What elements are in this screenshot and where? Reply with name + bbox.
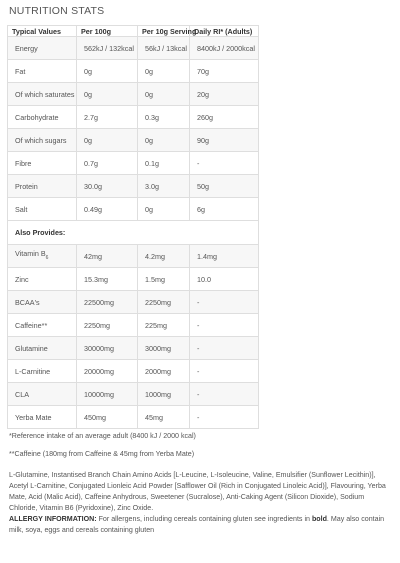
value-per-10g: 0g <box>138 129 190 152</box>
row-label: Of which sugars <box>8 129 77 152</box>
value-per-10g: 4.2mg <box>138 245 190 268</box>
nutrition-table-body <box>8 26 259 429</box>
row-label: Yerba Mate <box>8 406 77 429</box>
table-row <box>8 106 259 129</box>
page-title: NUTRITION STATS <box>9 5 105 17</box>
value-per-10g: 0g <box>138 83 190 106</box>
value-daily-ri: - <box>190 383 259 406</box>
ingredients-list: L-Glutamine, Instantised Branch Chain Amino Acids [L-Leucine, L-Isoleucine, Valine, Emulsifier (Sunflower Lecithin)], Acetyl L-Carnitine, Conjugated Lionleic Acid Powder [Safflower Oil (Rich in Conjugated Linoleic Acid)], Flavouring, Yerba Mate, Acid (Malic Acid), Caffeine Anhydrous, Sweetener (Sucralose), Anti-Caking Agent (Silicon Dioxide), Sodium Chloride, Vitamin B6 (Pyridoxine), Zinc Oxide. <box>9 471 386 512</box>
table-row <box>8 37 259 60</box>
table-row <box>8 291 259 314</box>
vitamin-label-text: Vitamin B <box>15 249 46 259</box>
value-per-10g: 3000mg <box>138 337 190 360</box>
value-per-10g: 0g <box>138 60 190 83</box>
also-provides-row <box>8 221 259 245</box>
row-label: Carbohydrate <box>8 106 77 129</box>
table-row <box>8 360 259 383</box>
value-per-10g: 45mg <box>138 406 190 429</box>
row-label: Energy <box>8 37 77 60</box>
value-per-100g: 30.0g <box>77 175 138 198</box>
value-daily-ri: 70g <box>190 60 259 83</box>
value-daily-ri: 1.4mg <box>190 245 259 268</box>
row-label: Zinc <box>8 268 77 291</box>
value-daily-ri: - <box>190 406 259 429</box>
value-daily-ri: 6g <box>190 198 259 221</box>
value-per-100g: 15.3mg <box>77 268 138 291</box>
nutrition-table <box>7 25 259 429</box>
table-header-row <box>8 26 259 37</box>
value-per-100g: 2250mg <box>77 314 138 337</box>
table-row <box>8 152 259 175</box>
allergy-text-2: . May also contain milk, soya, eggs and cereals containing gluten <box>9 515 385 534</box>
value-per-100g: 2.7g <box>77 106 138 129</box>
row-label: Protein <box>8 175 77 198</box>
value-daily-ri: - <box>190 314 259 337</box>
row-label: Glutamine <box>8 337 77 360</box>
table-row <box>8 198 259 221</box>
table-row <box>8 83 259 106</box>
value-daily-ri: 8400kJ / 2000kcal <box>190 37 259 60</box>
also-provides-heading: Also Provides: <box>8 221 259 245</box>
value-per-10g: 3.0g <box>138 175 190 198</box>
table-row <box>8 245 259 268</box>
value-per-100g: 42mg <box>77 245 138 268</box>
value-per-10g: 1.5mg <box>138 268 190 291</box>
value-per-100g: 0.49g <box>77 198 138 221</box>
value-daily-ri: - <box>190 152 259 175</box>
value-per-100g: 20000mg <box>77 360 138 383</box>
row-label: Fibre <box>8 152 77 175</box>
row-label: Fat <box>8 60 77 83</box>
value-daily-ri: 50g <box>190 175 259 198</box>
value-daily-ri: 20g <box>190 83 259 106</box>
allergy-label: ALLERGY INFORMATION: <box>9 515 97 523</box>
row-label: Caffeine** <box>8 314 77 337</box>
reference-intake-note: *Reference intake of an average adult (8400 kJ / 2000 kcal) <box>9 432 196 440</box>
value-daily-ri: - <box>190 337 259 360</box>
allergy-bold-word: bold <box>311 515 327 523</box>
value-per-100g: 0g <box>77 60 138 83</box>
value-per-10g: 1000mg <box>138 383 190 406</box>
value-per-100g: 562kJ / 132kcal <box>77 37 138 60</box>
header-typical-values: Typical Values <box>8 26 77 37</box>
allergy-text-1: For allergens, including cereals containing gluten see ingredients in <box>96 515 312 523</box>
value-per-10g: 225mg <box>138 314 190 337</box>
table-row <box>8 406 259 429</box>
value-per-10g: 2000mg <box>138 360 190 383</box>
value-per-10g: 0g <box>138 198 190 221</box>
table-row <box>8 268 259 291</box>
table-row <box>8 314 259 337</box>
row-label: Salt <box>8 198 77 221</box>
value-per-10g: 0.3g <box>138 106 190 129</box>
value-per-100g: 0g <box>77 83 138 106</box>
table-row <box>8 129 259 152</box>
row-label: BCAA's <box>8 291 77 314</box>
table-row <box>8 383 259 406</box>
value-daily-ri: 90g <box>190 129 259 152</box>
value-daily-ri: - <box>190 291 259 314</box>
value-per-100g: 22500mg <box>77 291 138 314</box>
value-daily-ri: - <box>190 360 259 383</box>
allergy-information <box>9 514 391 536</box>
header-per-100g: Per 100g <box>77 26 138 37</box>
row-label: L-Carnitine <box>8 360 77 383</box>
table-row <box>8 337 259 360</box>
value-per-100g: 0.7g <box>77 152 138 175</box>
value-daily-ri: 260g <box>190 106 259 129</box>
value-daily-ri: 10.0 <box>190 268 259 291</box>
row-label <box>8 245 77 268</box>
value-per-10g: 56kJ / 13kcal <box>138 37 190 60</box>
header-per-10g-serving: Per 10g Serving <box>138 26 190 37</box>
table-row <box>8 175 259 198</box>
table-row <box>8 60 259 83</box>
row-label: Of which saturates <box>8 83 77 106</box>
value-per-100g: 30000mg <box>77 337 138 360</box>
value-per-100g: 10000mg <box>77 383 138 406</box>
value-per-100g: 450mg <box>77 406 138 429</box>
header-daily-ri: Daily RI* (Adults) <box>190 26 259 37</box>
vitamin-subscript: 6 <box>45 254 49 261</box>
value-per-10g: 0.1g <box>138 152 190 175</box>
row-label: CLA <box>8 383 77 406</box>
value-per-10g: 2250mg <box>138 291 190 314</box>
value-per-100g: 0g <box>77 129 138 152</box>
caffeine-note: **Caffeine (180mg from Caffeine & 45mg from Yerba Mate) <box>9 450 195 458</box>
